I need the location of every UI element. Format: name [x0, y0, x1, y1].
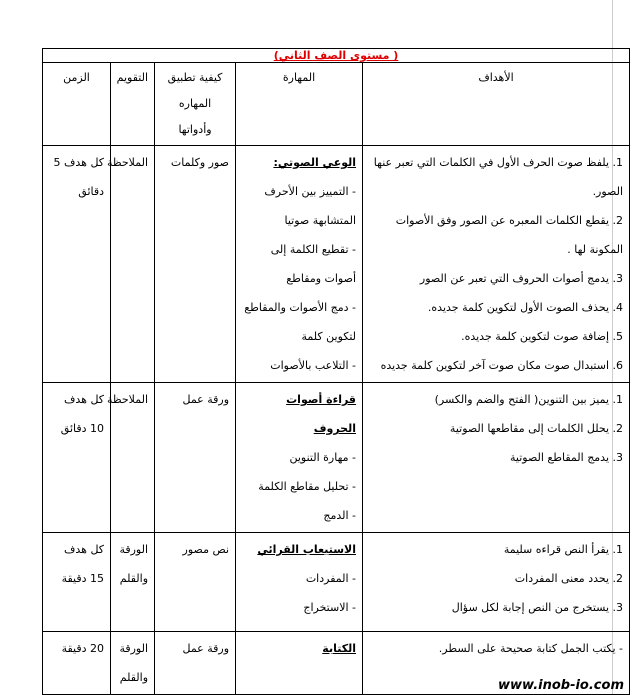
objective-item: 2. يقطع الكلمات المعبره عن الصور وفق الأصوات المكونة لها . [395, 214, 624, 256]
header-time: الزمن [43, 63, 111, 146]
title-text: ( مستوى الصف الثاني) [273, 49, 399, 62]
skill-cell [236, 632, 363, 695]
skill-item: - المفردات [305, 572, 357, 585]
table-row [43, 383, 630, 533]
skill-cell [236, 533, 363, 632]
header-evaluation: التقويم [111, 63, 155, 146]
application-cell: ورقة عمل [155, 383, 236, 533]
evaluation-cell: الورقة والقلم [111, 632, 155, 695]
watermark-url: www.inob-io.com [498, 678, 624, 693]
skill-item: - دمج الأصوات والمقاطع لتكوين كلمة [244, 301, 357, 343]
table-row [43, 533, 630, 632]
objectives-cell [363, 146, 630, 383]
skill-item: - الاستخراج [303, 601, 357, 614]
evaluation-cell: الملاحظة [111, 383, 155, 533]
time-cell: كل هدف 15 دقيقة [43, 533, 111, 632]
header-row [43, 63, 630, 146]
header-skill: المهارة [236, 63, 363, 146]
objective-item: 2. يحلل الكلمات إلى مقاطعها الصوتية [449, 422, 624, 435]
header-objectives: الأهداف [363, 63, 630, 146]
skill-item: - تقطيع الكلمة إلى أصوات ومقاطع [270, 243, 357, 285]
skill-cell [236, 383, 363, 533]
table-row [43, 146, 630, 383]
time-cell: كل هدف 10 دقائق [43, 383, 111, 533]
objective-item: 1. يلفظ صوت الحرف الأول في الكلمات التي تعبر عنها الصور. [373, 156, 624, 198]
skill-title: الاستيعاب القرائي [257, 543, 357, 556]
objective-item: 1. يميز بين التنوين( الفتح والضم والكسر) [434, 393, 624, 406]
table-title [43, 49, 630, 63]
evaluation-cell: الملاحظة [111, 146, 155, 383]
objective-item: 1. يقرأ النص قراءه سليمة [503, 543, 624, 556]
objective-item: 3. يستخرج من النص إجابة لكل سؤال [451, 601, 624, 614]
time-cell: 20 دقيقة [43, 632, 111, 695]
skill-item: - مهارة التنوين [289, 451, 357, 464]
application-cell: صور وكلمات [155, 146, 236, 383]
header-application: كيفية تطبيق المهاره وأدواتها [155, 63, 236, 146]
evaluation-cell: الورقة والقلم [111, 533, 155, 632]
skill-item: - تحليل مقاطع الكلمة [258, 480, 357, 493]
objectives-cell [363, 383, 630, 533]
skill-cell [236, 146, 363, 383]
time-cell: كل هدف 5 دقائق [43, 146, 111, 383]
application-cell: ورقة عمل [155, 632, 236, 695]
skill-title: الوعي الصوتي: [273, 156, 357, 169]
objective-item: 2. يحدد معنى المفردات [514, 572, 624, 585]
objectives-cell [363, 533, 630, 632]
objective-item: 3. يدمج المقاطع الصوتية [510, 451, 624, 464]
objective-item: - يكتب الجمل كتابة صحيحة على السطر. [438, 642, 624, 655]
skill-item: - الدمج [323, 509, 357, 522]
application-cell: نص مصور [155, 533, 236, 632]
objective-item: 6. استبدال صوت مكان صوت آخر لتكوين كلمة جديده [380, 359, 624, 372]
objective-item: 4. يحذف الصوت الأول لتكوين كلمة جديده. [427, 301, 624, 314]
skill-title: الكتابة [322, 642, 357, 655]
lesson-plan-table [42, 48, 630, 695]
skill-item: - التمييز بين الأحرف المتشابهة صوتيا [264, 185, 357, 227]
skill-item: - التلاعب بالأصوات [270, 359, 357, 372]
objective-item: 5. إضافة صوت لتكوين كلمة جديده. [461, 330, 624, 343]
objective-item: 3. يدمج أصوات الحروف التي تعبر عن الصور [419, 272, 624, 285]
skill-title: قراءة أصوات الحروف [286, 393, 357, 435]
